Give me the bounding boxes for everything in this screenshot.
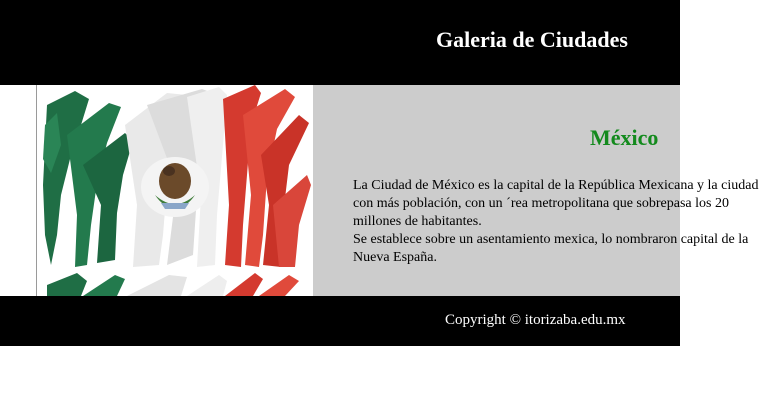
copyright-text: Copyright © itorizaba.edu.mx [445, 312, 626, 328]
city-paragraph: La Ciudad de México es la capital de la República Mexicana y la ciudad con más población, con un ´rea metropolitana que sobrepasa los 20 millones de habitantes. [353, 178, 759, 229]
header [0, 0, 680, 85]
flag-brush-art [37, 85, 313, 296]
mexico-flag-image [37, 85, 313, 296]
city-paragraph: Se establece sobre un asentamiento mexica, lo nombraron capital de la Nueva España. [353, 232, 749, 265]
flag-tile-upper [43, 85, 311, 267]
city-title: México [590, 125, 659, 150]
site-title: Galeria de Ciudades [436, 27, 628, 52]
content-section [0, 85, 759, 296]
footer [0, 296, 680, 346]
flag-tile-lower [47, 273, 299, 296]
city-article [313, 85, 759, 296]
